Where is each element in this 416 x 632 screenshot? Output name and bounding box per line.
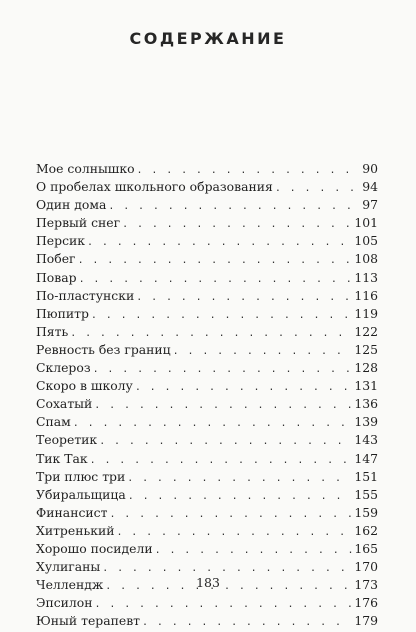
toc-entry-page: 105 [354,233,378,249]
toc-entry [36,450,378,468]
toc-entry [36,558,378,576]
leader-dots [173,343,353,361]
toc-entry-page: 173 [354,577,378,593]
toc-entry-page: 131 [354,378,378,394]
page-number: 183 [196,575,220,590]
leader-dots [155,542,353,560]
toc-entry [36,468,378,486]
toc-entry-page: 143 [354,432,378,448]
toc-entry-title: Сохатый [36,396,93,412]
leader-dots [135,379,353,397]
leader-dots [122,216,352,234]
toc-entry-page: 119 [354,305,378,321]
toc-entry-title: Эпсилон [36,595,93,611]
leader-dots [78,252,353,270]
toc-entry-page: 108 [354,251,378,267]
toc-entry-page: 116 [354,287,378,303]
toc-entry-title: Побег [36,251,76,267]
toc-entry-title: Теоретик [36,432,98,448]
toc-entry [36,377,378,395]
toc-entry-page: 125 [354,341,378,357]
toc-entry [36,305,378,323]
toc-entry [36,341,378,359]
toc-entry-page: 97 [362,197,378,213]
leader-dots [87,234,352,252]
toc-entry [36,540,378,558]
toc-entry-page: 176 [354,595,378,611]
toc-entry-title: Убиральщица [36,486,126,502]
toc-entry [36,359,378,377]
toc-entry-title: О пробелах школьного образования [36,179,273,195]
toc-entry-page: 170 [354,559,378,575]
toc-entry-page: 147 [354,450,378,466]
toc-entry-title: Скоро в школу [36,378,133,394]
toc-entry-page: 151 [354,468,378,484]
toc-entry [36,160,378,178]
toc-entry-title: По-пластунски [36,287,135,303]
toc-entry-title: Хулиганы [36,559,101,575]
toc-entry [36,612,378,630]
leader-dots [109,506,352,524]
toc-entry-title: Хитренький [36,522,115,538]
toc-entry-title: Повар [36,269,77,285]
toc-entry [36,250,378,268]
toc-entry-page: 122 [354,323,378,339]
toc-entry [36,431,378,449]
toc-entry-page: 90 [362,161,378,176]
table-of-contents [36,160,378,630]
toc-entry-page: 155 [354,486,378,502]
toc-entry-title: Ревность без границ [36,341,171,357]
toc-entry-title: Хорошо посидели [36,540,153,556]
toc-entry-page: 162 [354,522,378,538]
toc-entry-title: Один дома [36,197,107,213]
leader-dots [94,397,352,415]
toc-entry [36,594,378,612]
leader-dots [91,307,352,325]
toc-entry-title: Три плюс три [36,468,126,484]
toc-entry-title: Склероз [36,360,91,376]
toc-entry-page: 136 [354,396,378,412]
toc-entry [36,395,378,413]
toc-entry-page: 101 [354,215,378,231]
toc-entry [36,504,378,522]
toc-entry-title: Пять [36,323,69,339]
toc-entry [36,287,378,305]
toc-entry [36,232,378,250]
leader-dots [108,198,360,216]
toc-entry-title: Финансист [36,504,108,520]
leader-dots [136,289,352,307]
toc-entry-title: Мое солнышко [36,161,135,176]
toc-entry [36,214,378,232]
leader-dots [127,470,352,488]
toc-entry-page: 159 [354,504,378,520]
toc-entry-title: Спам [36,414,71,430]
toc-entry-title: Первый снег [36,215,121,231]
toc-entry [36,522,378,540]
toc-entry-title: Персик [36,233,86,249]
toc-entry [36,486,378,504]
leader-dots [275,180,360,198]
toc-entry-page: 165 [354,540,378,556]
toc-entry-title: Юный терапевт [36,613,141,629]
toc-entry-title: Челлендж [36,577,104,593]
toc-entry-page: 128 [354,360,378,376]
toc-entry-title: Тик Так [36,450,88,466]
leader-dots [142,614,352,632]
toc-entry [36,323,378,341]
page-title: СОДЕРЖАНИЕ [129,29,287,48]
toc-entry [36,269,378,287]
toc-entry [36,178,378,196]
toc-entry-page: 179 [354,613,378,629]
leader-dots [73,415,353,433]
toc-entry-page: 94 [362,179,378,195]
toc-entry-title: Пюпитр [36,305,89,321]
toc-entry-page: 113 [354,269,378,285]
leader-dots [90,452,353,470]
leader-dots [99,433,352,451]
toc-entry [36,196,378,214]
leader-dots [128,488,353,506]
toc-entry [36,413,378,431]
toc-entry-page: 139 [354,414,378,430]
